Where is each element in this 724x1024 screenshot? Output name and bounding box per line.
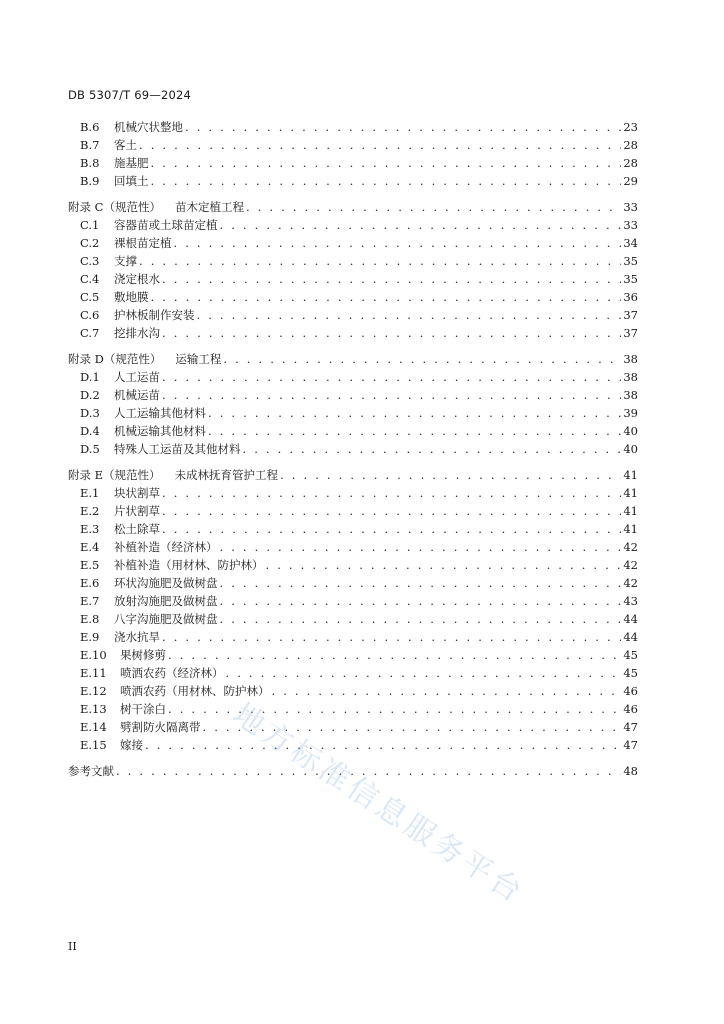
toc-entry[interactable] [80, 306, 638, 324]
toc-entry-number: C.6 [80, 308, 100, 322]
toc-dot-leader [162, 502, 621, 520]
toc-dot-leader [185, 118, 621, 136]
toc-entry-number: B.6 [80, 120, 100, 134]
toc-page-number: 45 [623, 648, 638, 662]
toc-page-number: 42 [623, 576, 638, 590]
toc-page-number: 47 [623, 738, 638, 752]
toc-entry[interactable] [80, 502, 638, 520]
toc-entry[interactable] [80, 556, 638, 574]
toc-page-number: 33 [623, 200, 638, 214]
document-code-header: DB 5307/T 69—2024 [68, 88, 192, 102]
toc-dot-leader [220, 592, 622, 610]
toc-dot-leader [151, 172, 622, 190]
toc-entry-title: 支撑 [114, 254, 137, 268]
toc-entry-number: B.8 [80, 156, 100, 170]
toc-dot-leader [197, 306, 622, 324]
toc-entry-title: 浇水抗旱 [114, 630, 160, 644]
toc-entry-title: 未成林抚育管护工程 [174, 468, 279, 482]
toc-entry[interactable] [80, 136, 638, 154]
toc-entry-number: E.13 [80, 702, 107, 716]
toc-page-number: 38 [623, 370, 638, 384]
toc-entry[interactable] [80, 574, 638, 592]
toc-entry-title: 运输工程 [175, 352, 222, 366]
toc-entry-title: 嫁接 [120, 738, 143, 752]
toc-entry-number: D.4 [80, 424, 100, 438]
toc-entry[interactable] [80, 172, 638, 190]
toc-entry[interactable] [80, 270, 638, 288]
toc-page-number: 43 [623, 594, 638, 608]
toc-entry-title: 挖排水沟 [114, 326, 160, 340]
toc-entry[interactable] [80, 682, 638, 700]
toc-dot-leader [220, 216, 622, 234]
toc-entry-number: 附录 E（规范性） [68, 468, 161, 482]
toc-dot-leader [168, 700, 621, 718]
toc-entry[interactable] [80, 216, 638, 234]
toc-entry-number: E.3 [80, 522, 100, 536]
toc-entry-number: 附录 D（规范性） [68, 352, 162, 366]
toc-page-number: 42 [623, 540, 638, 554]
toc-entry-number: E.14 [80, 720, 107, 734]
toc-entry-number: E.10 [80, 648, 107, 662]
toc-page-number: 47 [623, 720, 638, 734]
toc-entry[interactable] [80, 386, 638, 404]
toc-dot-leader [162, 324, 621, 342]
toc-entry[interactable] [80, 538, 638, 556]
toc-entry-title: 环状沟施肥及做树盘 [114, 576, 218, 590]
toc-entry-title: 浇定根水 [114, 272, 160, 286]
toc-entry[interactable] [80, 736, 638, 754]
toc-entry-title: 特殊人工运苗及其他材料 [114, 442, 241, 456]
toc-dot-leader [246, 198, 621, 216]
toc-page-number: 46 [623, 702, 638, 716]
toc-page-number: 23 [623, 120, 638, 134]
page-numeral: II [68, 940, 77, 953]
toc-entry-title: 机械运苗 [114, 388, 160, 402]
toc-entry[interactable] [80, 592, 638, 610]
toc-entry[interactable] [68, 762, 638, 780]
toc-dot-leader [116, 762, 621, 780]
toc-entry[interactable] [80, 288, 638, 306]
toc-dot-leader [266, 556, 622, 574]
toc-page-number: 46 [623, 684, 638, 698]
toc-entry[interactable] [80, 520, 638, 538]
toc-dot-leader [223, 350, 621, 368]
toc-page-number: 40 [623, 442, 638, 456]
toc-entry[interactable] [80, 324, 638, 342]
toc-dot-leader [208, 404, 621, 422]
toc-entry[interactable] [80, 118, 638, 136]
toc-entry-title: 八字沟施肥及做树盘 [114, 612, 218, 626]
toc-entry-title: 客土 [114, 138, 137, 152]
toc-entry-title: 喷洒农药（用材林、防护林） [120, 684, 270, 698]
toc-entry-title: 松土除草 [114, 522, 160, 536]
toc-page-number: 37 [623, 326, 638, 340]
toc-entry-number: E.2 [80, 504, 100, 518]
toc-entry-title: 裸根苗定植 [114, 236, 172, 250]
toc-entry-number: D.5 [80, 442, 100, 456]
toc-entry-title: 回填土 [114, 174, 149, 188]
toc-entry[interactable] [80, 628, 638, 646]
toc-dot-leader [151, 288, 622, 306]
toc-page-number: 28 [623, 138, 638, 152]
toc-dot-leader [162, 628, 621, 646]
toc-page-number: 34 [623, 236, 638, 250]
toc-page-number: 38 [623, 352, 638, 366]
toc-entry[interactable] [68, 466, 638, 484]
toc-page-number: 45 [623, 666, 638, 680]
toc-entry-number: E.9 [80, 630, 100, 644]
toc-dot-leader [203, 718, 622, 736]
toc-page-number: 35 [623, 272, 638, 286]
toc-entry-number: E.7 [80, 594, 100, 608]
toc-page-number: 38 [623, 388, 638, 402]
toc-entry-number: E.12 [80, 684, 107, 698]
toc-entry-number: E.1 [80, 486, 100, 500]
toc-dot-leader [243, 440, 622, 458]
toc-entry[interactable] [80, 646, 638, 664]
toc-entry-title: 片状割草 [114, 504, 160, 518]
toc-entry[interactable] [68, 198, 638, 216]
toc-page-number: 37 [623, 308, 638, 322]
toc-entry-number: C.1 [80, 218, 100, 232]
toc-entry-title: 施基肥 [114, 156, 149, 170]
toc-page-number: 36 [623, 290, 638, 304]
toc-entry[interactable] [80, 718, 638, 736]
toc-entry[interactable] [80, 368, 638, 386]
toc-entry-number: C.5 [80, 290, 100, 304]
toc-dot-leader [139, 252, 621, 270]
toc-dot-leader [139, 136, 621, 154]
toc-page-number: 35 [623, 254, 638, 268]
toc-page-number: 28 [623, 156, 638, 170]
toc-entry-title: 人工运苗 [114, 370, 160, 384]
toc-dot-leader [220, 610, 622, 628]
toc-entry-number: E.5 [80, 558, 100, 572]
toc-page-number: 41 [623, 522, 638, 536]
toc-entry[interactable] [80, 234, 638, 252]
toc-page-number: 39 [623, 406, 638, 420]
toc-entry-number: E.11 [80, 666, 107, 680]
toc-entry-title: 护林板制作安装 [114, 308, 195, 322]
toc-dot-leader [162, 270, 621, 288]
toc-entry[interactable] [80, 610, 638, 628]
toc-entry-number: D.2 [80, 388, 100, 402]
toc-entry[interactable] [80, 154, 638, 172]
toc-page-number: 40 [623, 424, 638, 438]
toc-entry-number: C.3 [80, 254, 100, 268]
toc-entry[interactable] [68, 350, 638, 368]
toc-entry-number: D.3 [80, 406, 100, 420]
toc-entry-title: 敷地膜 [114, 290, 149, 304]
toc-page-number: 42 [623, 558, 638, 572]
toc-entry-title: 机械穴状整地 [114, 120, 183, 134]
toc-entry-title: 人工运输其他材料 [114, 406, 206, 420]
toc-page-number: 33 [623, 218, 638, 232]
toc-page-number: 44 [623, 612, 638, 626]
toc-dot-leader [162, 386, 621, 404]
toc-page-number: 48 [623, 764, 638, 778]
toc-entry-number: B.9 [80, 174, 100, 188]
toc-dot-leader [226, 664, 622, 682]
toc-entry-title: 补植补造（经济林） [114, 540, 218, 554]
toc-entry[interactable] [80, 664, 638, 682]
toc-dot-leader [220, 538, 622, 556]
toc-page-number: 41 [623, 504, 638, 518]
toc-dot-leader [168, 646, 621, 664]
toc-entry-number: 附录 C（规范性） [68, 200, 161, 214]
toc-entry[interactable] [80, 252, 638, 270]
toc-dot-leader [162, 484, 621, 502]
toc-entry-number: C.2 [80, 236, 100, 250]
toc-dot-leader [280, 466, 621, 484]
toc-entry[interactable] [80, 484, 638, 502]
toc-page-number: 44 [623, 630, 638, 644]
toc-entry-number: C.7 [80, 326, 100, 340]
toc-entry-title: 劈割防火隔离带 [120, 720, 201, 734]
toc-dot-leader [272, 682, 622, 700]
toc-entry-title: 容器苗或土球苗定植 [114, 218, 218, 232]
toc-entry-number: D.1 [80, 370, 100, 384]
toc-entry-title: 参考文献 [68, 764, 114, 778]
toc-entry-number: B.7 [80, 138, 100, 152]
toc-entry-title: 树干涂白 [120, 702, 166, 716]
toc-entry-title: 放射沟施肥及做树盘 [114, 594, 218, 608]
watermark: 地方标准信息服务平台 [226, 696, 531, 912]
toc-entry-number: E.8 [80, 612, 100, 626]
toc-dot-leader [162, 520, 621, 538]
toc-page-number: 41 [623, 486, 638, 500]
toc-entry-title: 补植补造（用材林、防护林） [114, 558, 264, 572]
toc-entry-number: E.6 [80, 576, 100, 590]
toc-dot-leader [208, 422, 621, 440]
toc-dot-leader [151, 154, 622, 172]
toc-entry-number: C.4 [80, 272, 100, 286]
toc-page-number: 29 [623, 174, 638, 188]
toc-entry[interactable] [80, 404, 638, 422]
toc-entry[interactable] [80, 422, 638, 440]
toc-entry-title: 机械运输其他材料 [114, 424, 206, 438]
toc-entry-title: 块状割草 [114, 486, 160, 500]
toc-entry-number: E.15 [80, 738, 107, 752]
toc-entry-title: 果树修剪 [120, 648, 166, 662]
toc-page-number: 41 [623, 468, 638, 482]
toc-entry-number: E.4 [80, 540, 100, 554]
toc-entry-title: 苗木定植工程 [174, 200, 244, 214]
toc-entry[interactable] [80, 440, 638, 458]
toc-dot-leader [174, 234, 622, 252]
toc-dot-leader [145, 736, 621, 754]
toc-entry[interactable] [80, 700, 638, 718]
toc-dot-leader [162, 368, 621, 386]
toc-entry-title: 喷洒农药（经济林） [120, 666, 224, 680]
toc-dot-leader [220, 574, 622, 592]
